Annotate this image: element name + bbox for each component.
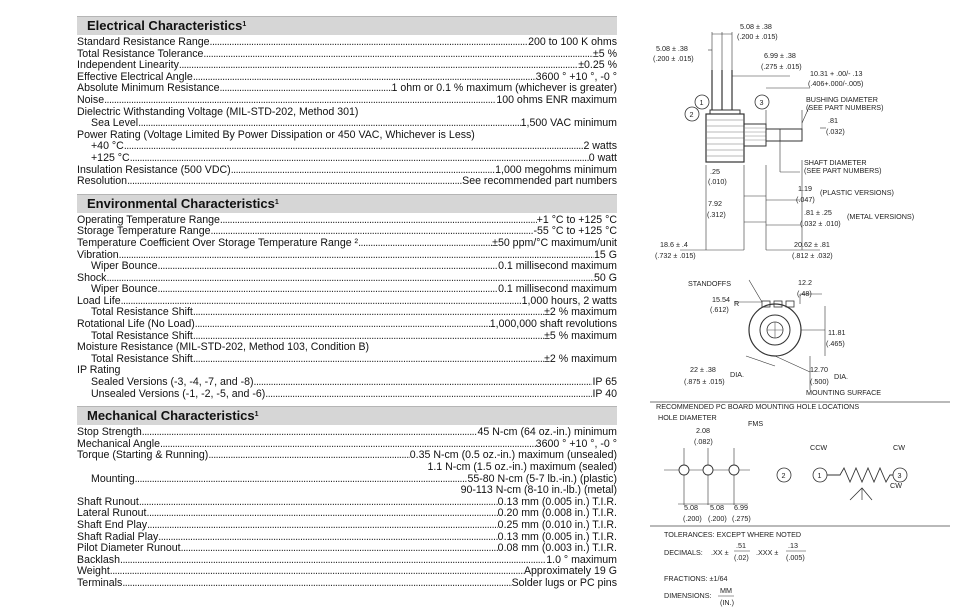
leader-dots <box>193 307 544 319</box>
spec-value: 1,000 megohms minimum <box>495 164 617 176</box>
spec-value: 1 ohm or 0.1 % maximum (whichever is greater) <box>391 83 617 95</box>
leader-dots <box>158 532 497 544</box>
tolerance-label: .XXX ± <box>756 548 779 557</box>
leader-dots <box>127 176 462 188</box>
leader-dots <box>160 439 536 451</box>
callout-text: (SEE PART NUMBERS) <box>804 166 882 175</box>
terminal-number: 3 <box>897 471 902 480</box>
spec-row <box>77 508 617 520</box>
spec-row <box>77 284 617 296</box>
spec-value: 0.13 mm (0.005 in.) T.I.R. <box>497 496 617 508</box>
spec-label: Resolution <box>77 176 128 188</box>
leader-dots <box>124 141 584 153</box>
spec-value: 1,000,000 shaft revolutions <box>489 319 617 331</box>
spec-row <box>77 72 617 84</box>
callout-text: CW <box>893 443 905 452</box>
leader-dots <box>195 319 490 331</box>
spec-label: +125 °C <box>91 152 130 164</box>
terminal-number: 1 <box>817 471 822 480</box>
spec-label: Standard Resistance Range <box>77 37 210 48</box>
mount-hole <box>679 465 689 475</box>
spec-value: 1,000 hours, 2 watts <box>521 295 617 307</box>
environmental-rows <box>77 215 617 401</box>
spec-row <box>77 331 617 343</box>
spec-value: 1.1 N-cm (1.5 oz.-in.) maximum (sealed) <box>427 462 617 473</box>
dim-label: 6.99 ± .38 <box>764 51 796 60</box>
dim-label: 6.99 <box>734 503 748 512</box>
spec-row <box>77 118 617 130</box>
spec-value: -55 °C to +125 °C <box>533 226 617 238</box>
dim-label: (.312) <box>707 210 726 219</box>
spec-label: Temperature Coefficient Over Storage Temperature Range ² <box>77 237 359 249</box>
leader-dots <box>110 566 524 578</box>
tolerance-value: (.005) <box>786 553 805 562</box>
leader-dots <box>220 215 537 227</box>
leader-dots <box>193 354 544 366</box>
dim-label: (.200 ± .015) <box>737 32 778 41</box>
spec-value: 200 to 100 K ohms <box>528 37 617 48</box>
spec-row <box>77 250 617 262</box>
callout-text: BUSHING DIAMETER <box>806 95 878 104</box>
dim-label: 5.08 ± .38 <box>656 44 688 53</box>
spec-label: Total Resistance Shift <box>91 307 193 319</box>
environmental-heading <box>77 194 617 213</box>
leader-dots <box>210 37 529 49</box>
leader-dots <box>139 497 498 509</box>
spec-value: 0.1 millisecond maximum <box>498 284 617 296</box>
spec-row <box>77 95 617 107</box>
dim-label: DIA. <box>730 370 744 379</box>
spec-value: 3600 ° +10 °, -0 ° <box>535 438 617 450</box>
callout-text: STANDOFFS <box>688 279 731 288</box>
spec-value: 45 N-cm (64 oz.-in.) minimum <box>477 427 617 439</box>
tolerance-value: .13 <box>788 541 798 550</box>
mount-hole <box>729 465 739 475</box>
dim-label: 5.08 <box>710 503 724 512</box>
dim-label: R <box>734 299 740 308</box>
spec-row <box>77 578 617 590</box>
pcb-layout <box>656 402 907 523</box>
leader-dots <box>193 331 544 343</box>
dim-label: (.812 ± .032) <box>792 251 833 260</box>
leader-dots <box>158 284 499 296</box>
tolerance-label: FRACTIONS: ±1/64 <box>664 574 728 583</box>
dim-label: (.032) <box>826 127 845 136</box>
dim-label: (.612) <box>710 305 729 314</box>
spec-value: 0.25 mm (0.010 in.) T.I.R. <box>497 519 617 531</box>
section-title: TOLERANCES: EXCEPT WHERE NOTED <box>664 530 802 539</box>
tolerance-value: .51 <box>736 541 746 550</box>
leader-dots <box>119 250 594 262</box>
spec-row <box>77 215 617 227</box>
tolerance-value: (IN.) <box>720 598 734 607</box>
dim-label: 22 ± .38 <box>690 365 716 374</box>
spec-label: Rotational Life (No Load) <box>77 319 195 331</box>
spec-row <box>77 49 617 61</box>
leader-dots <box>211 226 534 238</box>
mechanical-rows <box>77 427 617 589</box>
tolerance-label: DIMENSIONS: <box>664 591 712 600</box>
spec-row <box>77 566 617 578</box>
leader-dots <box>120 555 546 567</box>
leader-dots <box>181 543 498 555</box>
spec-label: Shaft Radial Play <box>77 531 159 543</box>
spec-row <box>77 389 617 401</box>
spec-value: See recommended part numbers <box>462 176 617 188</box>
spec-value: 0.1 millisecond maximum <box>498 261 617 273</box>
spec-label: Insulation Resistance (500 VDC) <box>77 164 231 176</box>
spec-label: Wiper Bounce <box>91 261 158 273</box>
spec-row <box>77 342 617 354</box>
dim-label: (.200 ± .015) <box>653 54 694 63</box>
leader-dots <box>147 508 498 520</box>
drawing-svg <box>650 10 952 608</box>
spec-value: IP 40 <box>592 388 617 400</box>
spec-value: 1,500 VAC minimum <box>520 118 617 130</box>
spec-row <box>77 450 617 462</box>
spec-label: Storage Temperature Range <box>77 226 211 238</box>
callout-text: CCW <box>810 443 828 452</box>
spec-row <box>77 130 617 142</box>
spec-label: Sealed Versions (-3, -4, -7, and -8) <box>91 377 254 389</box>
dim-label: 5.08 <box>684 503 698 512</box>
resistor-symbol <box>827 468 893 482</box>
leader-dots <box>142 427 478 439</box>
terminal-number: 3 <box>759 98 764 107</box>
callout-text: MOUNTING SURFACE <box>806 388 882 397</box>
footnote-mark: 1 <box>274 198 279 206</box>
bushing <box>744 124 766 146</box>
spec-value: 2 watts <box>583 141 617 153</box>
spec-label: Pilot Diameter Runout <box>77 543 181 555</box>
spec-row <box>77 543 617 555</box>
leader-dots <box>265 389 592 401</box>
spec-label: Operating Temperature Range <box>77 214 220 226</box>
leader-dots <box>219 83 391 95</box>
spec-label: Total Resistance Shift <box>91 330 193 342</box>
leader-dots <box>358 238 492 250</box>
dim-label: .81 ± .25 <box>804 208 832 217</box>
spec-row <box>77 485 617 497</box>
spec-value: ±0.25 % <box>578 60 617 72</box>
spec-row <box>77 83 617 95</box>
spec-label: Shock <box>77 272 107 284</box>
dim-label: 1.19 <box>798 184 812 193</box>
spec-row <box>77 165 617 177</box>
spec-row <box>77 474 617 486</box>
spec-row <box>77 319 617 331</box>
dim-label: DIA. <box>834 372 848 381</box>
spec-row <box>77 462 617 474</box>
spec-label: Unsealed Versions (-1, -2, -5, and -6) <box>91 388 266 400</box>
leader-dots <box>254 377 593 389</box>
spec-value: ±5 % <box>592 48 617 60</box>
spec-value: 15 G <box>594 249 617 261</box>
spec-row <box>77 273 617 285</box>
leader-dots <box>193 72 536 84</box>
electrical-rows <box>77 37 617 188</box>
spec-label: Moisture Resistance (MIL-STD-202, Method 103, Condition B) <box>77 342 370 354</box>
terminal-number: 2 <box>689 110 694 119</box>
spec-row <box>77 497 617 509</box>
spec-row <box>77 520 617 532</box>
spec-label: Backlash <box>77 554 120 566</box>
dim-label: (.48) <box>797 289 812 298</box>
spec-value: 0.35 N-cm (0.5 oz.-in.) maximum (unsealed) <box>409 450 617 462</box>
dim-label: (.465) <box>826 339 845 348</box>
leader-dots <box>104 95 496 107</box>
spec-value: 55-80 N-cm (5-7 lb.-in.) (plastic) <box>467 473 617 485</box>
spec-label: Effective Electrical Angle <box>77 71 193 83</box>
spec-row <box>77 354 617 366</box>
terminal-number: 1 <box>699 98 704 107</box>
mechanical-title: Mechanical Characteristics <box>87 408 255 424</box>
dim-label: .25 <box>710 167 720 176</box>
dim-label: .81 <box>828 116 838 125</box>
callout-text: HOLE DIAMETER <box>658 413 717 422</box>
dim-label: (.200) <box>708 514 727 523</box>
spec-row <box>77 261 617 273</box>
spec-value: 1.0 ° maximum <box>546 554 617 566</box>
footnote-mark: 1 <box>254 411 259 419</box>
spec-value: 100 ohms ENR maximum <box>496 94 617 106</box>
terminal-number: 2 <box>781 471 786 480</box>
side-view <box>653 22 914 260</box>
spec-value: 3600 ° +10 °, -0 ° <box>535 71 617 83</box>
callout-text: (SEE PART NUMBERS) <box>806 103 884 112</box>
spec-value: IP 65 <box>592 377 617 389</box>
spec-value: +1 °C to +125 °C <box>536 214 617 226</box>
spec-row <box>77 60 617 72</box>
callout-text: FMS <box>748 419 764 428</box>
dim-label: 11.81 <box>828 328 846 337</box>
spec-column <box>77 16 617 596</box>
dim-label: 2.08 <box>696 426 710 435</box>
leader-dots <box>121 296 522 308</box>
spec-row <box>77 439 617 451</box>
dim-label: 18.6 ± .4 <box>660 240 688 249</box>
spec-value: ±2 % maximum <box>544 307 617 319</box>
spec-label: Torque (Starting & Running) <box>77 450 209 462</box>
spec-label: Mechanical Angle <box>77 438 161 450</box>
spec-value: Solder lugs or PC pins <box>511 577 617 589</box>
spec-row <box>77 532 617 544</box>
dim-label: (.275) <box>732 514 751 523</box>
spec-value: 0.08 mm (0.003 in.) T.I.R. <box>497 543 617 555</box>
spec-row <box>77 365 617 377</box>
dim-label: (.010) <box>708 177 727 186</box>
leader-dots <box>135 474 468 486</box>
electrical-title: Electrical Characteristics <box>87 18 243 33</box>
dim-label: 15.54 <box>712 295 730 304</box>
dim-label: (.082) <box>694 437 713 446</box>
spec-label: Stop Strength <box>77 427 142 439</box>
spec-label: Weight <box>77 566 110 578</box>
spec-row <box>77 107 617 119</box>
spec-row <box>77 226 617 238</box>
spec-label: Total Resistance Tolerance <box>77 48 204 60</box>
dim-label: (.275 ± .015) <box>761 62 802 71</box>
leader-dots <box>138 118 521 130</box>
shaft <box>766 129 802 141</box>
dim-label: 12.2 <box>798 278 812 287</box>
callout-text: CW <box>890 481 902 490</box>
leader-dots <box>130 153 589 165</box>
dim-label: 20.62 ± .81 <box>794 240 830 249</box>
electrical-section <box>77 16 617 188</box>
spec-value: 50 G <box>594 272 617 284</box>
spec-row <box>77 141 617 153</box>
spec-row <box>77 37 617 49</box>
spec-value: 0 watt <box>588 152 617 164</box>
environmental-title: Environmental Characteristics <box>87 195 275 211</box>
leader-dots <box>179 60 578 72</box>
leader-dots <box>203 49 593 61</box>
spec-value: ±5 % maximum <box>544 330 617 342</box>
dim-label: (.500) <box>810 377 829 386</box>
dim-label: (.875 ± .015) <box>684 377 725 386</box>
leader-dots <box>231 165 495 177</box>
tolerance-label: .XX ± <box>711 548 729 557</box>
tolerance-label: DECIMALS: <box>664 548 703 557</box>
spec-label: Shaft Runout <box>77 496 139 508</box>
spec-label: Load Life <box>77 295 121 307</box>
body-knurl <box>706 120 744 156</box>
spec-row <box>77 555 617 567</box>
spec-label: Sea Level <box>91 118 139 130</box>
electrical-heading <box>77 16 617 35</box>
dim-label: (.032 ± .010) <box>800 219 841 228</box>
spec-label: +40 °C <box>91 141 124 153</box>
callout-text: SHAFT DIAMETER <box>804 158 867 167</box>
tolerance-value: (.02) <box>734 553 749 562</box>
spec-row <box>77 176 617 188</box>
spec-value: 0.13 mm (0.005 in.) T.I.R. <box>497 531 617 543</box>
spec-value: ±2 % maximum <box>544 353 617 365</box>
dimension-drawing <box>650 10 952 608</box>
spec-label: Total Resistance Shift <box>91 353 193 365</box>
dim-label: 12.70 <box>810 365 828 374</box>
spec-row <box>77 153 617 165</box>
spec-row <box>77 238 617 250</box>
wiper-arrow <box>850 488 872 500</box>
dim-label: 7.92 <box>708 199 722 208</box>
spec-value: ±50 ppm/°C maximum/unit <box>492 237 617 249</box>
spec-label: Shaft End Play <box>77 519 148 531</box>
leader-dots <box>208 450 409 462</box>
dim-label: (.200) <box>683 514 702 523</box>
spec-row <box>77 377 617 389</box>
leader-dots <box>122 578 511 590</box>
dim-label: 5.08 ± .38 <box>740 22 772 31</box>
spec-label: Noise <box>77 94 105 106</box>
spec-row <box>77 296 617 308</box>
leader-dots <box>147 520 498 532</box>
tolerances <box>664 530 806 607</box>
dim-label: (.047) <box>796 195 815 204</box>
callout-text: (PLASTIC VERSIONS) <box>820 188 894 197</box>
spec-label: Dielectric Withstanding Voltage (MIL-STD-202, Method 301) <box>77 106 359 118</box>
section-title: RECOMMENDED PC BOARD MOUNTING HOLE LOCATIONS <box>656 402 860 411</box>
spec-label: Lateral Runout <box>77 508 147 520</box>
mount-hole <box>703 465 713 475</box>
spec-row <box>77 427 617 439</box>
front-view <box>684 278 881 397</box>
spec-label: Independent Linearity <box>77 60 179 72</box>
dim-label: (.406+.000/-.005) <box>808 79 864 88</box>
spec-value: 90-113 N-cm (8-10 in.-lb.) (metal) <box>460 485 617 497</box>
callout-text: (METAL VERSIONS) <box>847 212 915 221</box>
spec-value: 0.20 mm (0.008 in.) T.I.R. <box>497 508 617 520</box>
mechanical-section <box>77 406 617 589</box>
spec-row <box>77 307 617 319</box>
footnote-mark: 1 <box>242 21 247 28</box>
spec-label: Mounting <box>91 473 135 485</box>
spec-label: Vibration <box>77 249 119 261</box>
environmental-section <box>77 194 617 401</box>
spec-label: Terminals <box>77 577 123 589</box>
spec-label: Power Rating (Voltage Limited By Power Dissipation or 450 VAC, Whichever is Less) <box>77 129 475 141</box>
mechanical-heading <box>77 406 617 425</box>
spec-label: Wiper Bounce <box>91 284 158 296</box>
spec-label: IP Rating <box>77 365 121 377</box>
dim-label: (.732 ± .015) <box>655 251 696 260</box>
leader-dots <box>106 273 594 285</box>
spec-value: Approximately 19 G <box>523 566 617 578</box>
tolerance-value: MM <box>720 586 732 595</box>
leader-dots <box>158 261 499 273</box>
dim-label: 10.31 + .00/- .13 <box>810 69 863 78</box>
spec-label: Absolute Minimum Resistance <box>77 83 220 95</box>
